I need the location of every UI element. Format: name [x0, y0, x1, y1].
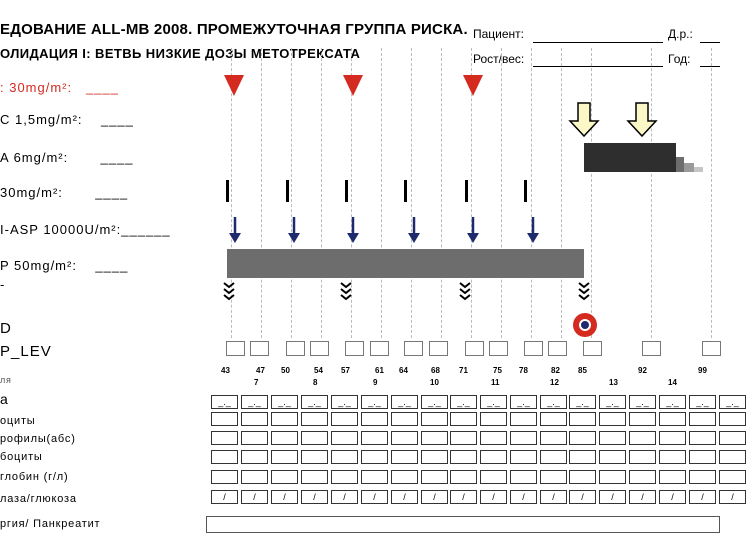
chevron-markers	[224, 283, 589, 299]
navy-down-arrow-icon	[467, 217, 479, 243]
lab-input-cell[interactable]	[719, 450, 746, 464]
lab-input-cell[interactable]: _._	[540, 395, 567, 409]
lab-input-cell[interactable]	[480, 412, 507, 426]
drug-label-4: 30mg/m²: ____	[0, 185, 129, 200]
lab-input-cell[interactable]	[480, 450, 507, 464]
drug-label-6: P 50mg/m²: ____	[0, 258, 129, 273]
lab-input-cell[interactable]	[659, 470, 686, 484]
year-label: Год:	[668, 52, 691, 66]
lab-input-cell[interactable]	[331, 470, 358, 484]
lab-input-cell[interactable]	[719, 470, 746, 484]
lab-label-date: ля	[0, 375, 12, 385]
dose-tick-mark	[465, 180, 468, 202]
lab-input-cell[interactable]	[361, 412, 388, 426]
day-checkbox[interactable]	[548, 341, 567, 356]
lab-input-cell[interactable]: _._	[361, 395, 388, 409]
lab-input-cell[interactable]	[211, 412, 238, 426]
lab-input-cell[interactable]	[271, 412, 298, 426]
lab-input-cell[interactable]	[301, 431, 328, 445]
lab-input-cell[interactable]: _._	[391, 395, 418, 409]
lab-input-cell[interactable]: /	[361, 490, 388, 504]
lab-input-cell[interactable]: /	[241, 490, 268, 504]
triple-chevron-icon	[341, 283, 351, 299]
lab-input-cell[interactable]	[540, 412, 567, 426]
lab-input-cell[interactable]: /	[629, 490, 656, 504]
lab-input-cell[interactable]: /	[421, 490, 448, 504]
lab-input-cell[interactable]: /	[510, 490, 537, 504]
triple-chevron-icon	[579, 283, 589, 299]
lab-input-cell[interactable]: /	[391, 490, 418, 504]
lab-input-cell[interactable]	[569, 450, 596, 464]
day-checkbox[interactable]	[642, 341, 661, 356]
red-triangle-icon	[224, 75, 244, 96]
drug-label-5: I-ASP 10000U/m²:______	[0, 222, 171, 237]
day-checkbox[interactable]	[489, 341, 508, 356]
lab-input-cell[interactable]: /	[271, 490, 298, 504]
lab-input-cell[interactable]	[211, 470, 238, 484]
drug-label-7: -	[0, 277, 6, 292]
lab-input-cell[interactable]: _._	[271, 395, 298, 409]
day-number: 82	[551, 366, 560, 375]
lab-input-cell[interactable]	[211, 431, 238, 445]
lab-input-cell[interactable]: /	[689, 490, 716, 504]
dose-bar-long	[227, 249, 584, 278]
day-number: 61	[375, 366, 384, 375]
lab-input-cell[interactable]	[629, 431, 656, 445]
dose-tick-mark	[286, 180, 289, 202]
drug-label-3: A 6mg/m²: ____	[0, 150, 134, 165]
day-checkbox[interactable]	[429, 341, 448, 356]
dose-bar-step	[676, 157, 684, 172]
day-number: 99	[698, 366, 707, 375]
week-number: 10	[430, 378, 439, 387]
lab-input-cell[interactable]	[719, 431, 746, 445]
lab-input-cell[interactable]: _._	[241, 395, 268, 409]
day-checkbox[interactable]	[583, 341, 602, 356]
lab-input-cell[interactable]	[211, 450, 238, 464]
lab-input-cell[interactable]: /	[569, 490, 596, 504]
lab-input-cell[interactable]	[599, 470, 626, 484]
navy-down-arrow-icon	[408, 217, 420, 243]
lab-input-cell[interactable]	[421, 470, 448, 484]
navy-down-arrow-icon	[527, 217, 539, 243]
lab-input-cell[interactable]: /	[331, 490, 358, 504]
day-checkbox[interactable]	[524, 341, 543, 356]
lab-input-cell[interactable]	[510, 412, 537, 426]
week-number: 7	[254, 378, 259, 387]
lab-input-cell[interactable]: _._	[599, 395, 626, 409]
week-number: 9	[373, 378, 378, 387]
lab-input-cell[interactable]	[569, 431, 596, 445]
lab-input-cell[interactable]	[510, 470, 537, 484]
lab-input-cell[interactable]	[480, 431, 507, 445]
lab-input-cell[interactable]: /	[599, 490, 626, 504]
navy-down-arrow-icon	[288, 217, 300, 243]
week-number: 8	[313, 378, 318, 387]
lab-input-cell[interactable]: _._	[569, 395, 596, 409]
page-title: ЕДОВАНИЕ ALL-MB 2008. ПРОМЕЖУТОЧНАЯ ГРУППА РИСКА.	[0, 21, 468, 38]
lab-input-cell[interactable]	[391, 431, 418, 445]
lab-input-cell[interactable]	[331, 412, 358, 426]
lab-input-cell[interactable]	[450, 431, 477, 445]
lab-label-7: ргия/ Панкреатит	[0, 518, 101, 530]
lab-input-cell[interactable]	[450, 470, 477, 484]
lab-input-cell[interactable]	[599, 412, 626, 426]
lab-input-cell[interactable]	[421, 431, 448, 445]
dose-bar-step	[684, 163, 694, 172]
page-subtitle: ОЛИДАЦИЯ I: ВЕТВЬ НИЗКИЕ ДОЗЫ МЕТОТРЕКСАТА	[0, 46, 361, 61]
lab-input-cell[interactable]	[271, 431, 298, 445]
red-triangle-icon	[343, 75, 363, 96]
day-number: 47	[256, 366, 265, 375]
week-number: 13	[609, 378, 618, 387]
drug-label-9: P_LEV	[0, 343, 52, 360]
lab-input-cell[interactable]	[421, 450, 448, 464]
day-number: 64	[399, 366, 408, 375]
lab-label-5: глобин (г/л)	[0, 471, 69, 483]
lab-label-4: боциты	[0, 451, 43, 463]
lab-input-cell[interactable]: _._	[510, 395, 537, 409]
drug-label-2: C 1,5mg/m²: ____	[0, 112, 134, 127]
lab-input-cell[interactable]	[719, 412, 746, 426]
lab-input-cell[interactable]	[689, 431, 716, 445]
dose-tick-mark	[226, 180, 229, 202]
lab-input-cell[interactable]	[540, 450, 567, 464]
height-weight-label: Рост/вес:	[473, 52, 525, 66]
drug-label-1: : 30mg/m²: ____	[0, 80, 119, 95]
day-number: 54	[314, 366, 323, 375]
lab-input-cell[interactable]: _._	[301, 395, 328, 409]
lab-label-2: оциты	[0, 415, 36, 427]
day-number: 50	[281, 366, 290, 375]
lab-input-cell[interactable]	[301, 450, 328, 464]
lab-input-cell[interactable]: /	[301, 490, 328, 504]
lab-input-cell[interactable]	[301, 412, 328, 426]
day-checkbox[interactable]	[404, 341, 423, 356]
day-checkbox[interactable]	[465, 341, 484, 356]
lab-input-cell[interactable]: _._	[689, 395, 716, 409]
day-number: 85	[578, 366, 587, 375]
lab-input-cell[interactable]	[301, 470, 328, 484]
dose-bar-dark	[584, 143, 676, 172]
lab-input-cell[interactable]	[659, 431, 686, 445]
day-checkbox[interactable]	[370, 341, 389, 356]
lab-input-cell[interactable]	[689, 412, 716, 426]
week-number: 12	[550, 378, 559, 387]
lab-input-cell[interactable]	[569, 412, 596, 426]
week-number: 11	[491, 378, 500, 387]
lab-input-cell[interactable]	[241, 431, 268, 445]
lab-input-cell[interactable]	[629, 470, 656, 484]
hollow-down-arrow-icon	[628, 103, 656, 136]
day-checkbox[interactable]	[310, 341, 329, 356]
lab-input-cell[interactable]: _._	[659, 395, 686, 409]
lab-input-cell[interactable]	[569, 470, 596, 484]
pancreatitis-notes-field[interactable]	[206, 516, 720, 533]
day-checkbox[interactable]	[702, 341, 721, 356]
lab-input-cell[interactable]	[391, 412, 418, 426]
day-checkbox[interactable]	[226, 341, 245, 356]
hollow-arrow-markers	[570, 103, 656, 136]
dose-bar-step	[694, 167, 703, 172]
lab-input-cell[interactable]: /	[540, 490, 567, 504]
lab-input-cell[interactable]	[599, 450, 626, 464]
lab-input-cell[interactable]	[241, 412, 268, 426]
lab-input-cell[interactable]	[659, 412, 686, 426]
lab-label-1: а	[0, 391, 9, 407]
drug-label-8: D	[0, 320, 12, 337]
lab-input-cell[interactable]: _._	[629, 395, 656, 409]
lab-input-cell[interactable]	[689, 450, 716, 464]
week-number: 14	[668, 378, 677, 387]
lab-input-cell[interactable]	[689, 470, 716, 484]
lab-input-cell[interactable]	[540, 431, 567, 445]
lab-input-cell[interactable]	[510, 431, 537, 445]
lab-input-cell[interactable]	[331, 431, 358, 445]
lab-input-cell[interactable]	[361, 470, 388, 484]
patient-label: Пациент:	[473, 27, 525, 41]
triple-chevron-icon	[460, 283, 470, 299]
lab-input-cell[interactable]: _._	[331, 395, 358, 409]
lab-input-cell[interactable]	[391, 450, 418, 464]
dose-tick-mark	[404, 180, 407, 202]
triple-chevron-icon	[224, 283, 234, 299]
lab-input-cell[interactable]: /	[480, 490, 507, 504]
lab-input-cell[interactable]	[480, 470, 507, 484]
lab-input-cell[interactable]	[331, 450, 358, 464]
lab-label-6: лаза/глюкоза	[0, 493, 77, 505]
lab-input-cell[interactable]	[599, 431, 626, 445]
dose-tick-mark	[524, 180, 527, 202]
navy-down-arrow-icon	[229, 217, 241, 243]
hollow-down-arrow-icon	[570, 103, 598, 136]
day-number: 43	[221, 366, 230, 375]
lab-input-cell[interactable]	[361, 450, 388, 464]
lab-input-cell[interactable]: /	[450, 490, 477, 504]
lab-input-cell[interactable]: _._	[211, 395, 238, 409]
lab-input-cell[interactable]	[391, 470, 418, 484]
lab-input-cell[interactable]	[450, 450, 477, 464]
day-number: 75	[493, 366, 502, 375]
lab-input-cell[interactable]	[241, 470, 268, 484]
red-target-icon	[573, 313, 597, 337]
lab-input-cell[interactable]	[629, 412, 656, 426]
lab-input-cell[interactable]: /	[719, 490, 746, 504]
dose-tick-mark	[345, 180, 348, 202]
lab-input-cell[interactable]	[361, 431, 388, 445]
navy-down-arrow-icon	[347, 217, 359, 243]
lab-label-3: рофилы(абс)	[0, 433, 76, 445]
lab-input-cell[interactable]	[450, 412, 477, 426]
day-number: 92	[638, 366, 647, 375]
lab-input-cell[interactable]	[659, 450, 686, 464]
lab-input-cell[interactable]: _._	[421, 395, 448, 409]
day-checkbox[interactable]	[286, 341, 305, 356]
day-number: 57	[341, 366, 350, 375]
day-number: 71	[459, 366, 468, 375]
day-number: 68	[431, 366, 440, 375]
lab-input-cell[interactable]: /	[211, 490, 238, 504]
lab-input-cell[interactable]	[241, 450, 268, 464]
red-triangle-icon	[463, 75, 483, 96]
red-triangle-markers	[224, 75, 483, 96]
lab-input-cell[interactable]: /	[659, 490, 686, 504]
lab-input-cell[interactable]	[421, 412, 448, 426]
navy-arrow-markers	[229, 217, 539, 243]
lab-input-cell[interactable]: _._	[450, 395, 477, 409]
lab-input-cell[interactable]	[271, 470, 298, 484]
lab-input-cell[interactable]	[271, 450, 298, 464]
lab-input-cell[interactable]	[629, 450, 656, 464]
day-number: 78	[519, 366, 528, 375]
lab-input-cell[interactable]	[540, 470, 567, 484]
lab-input-cell[interactable]: _._	[480, 395, 507, 409]
lab-input-cell[interactable]: _._	[719, 395, 746, 409]
day-checkbox[interactable]	[345, 341, 364, 356]
lab-input-cell[interactable]	[510, 450, 537, 464]
dob-label: Д.р.:	[668, 27, 693, 41]
day-checkbox[interactable]	[250, 341, 269, 356]
